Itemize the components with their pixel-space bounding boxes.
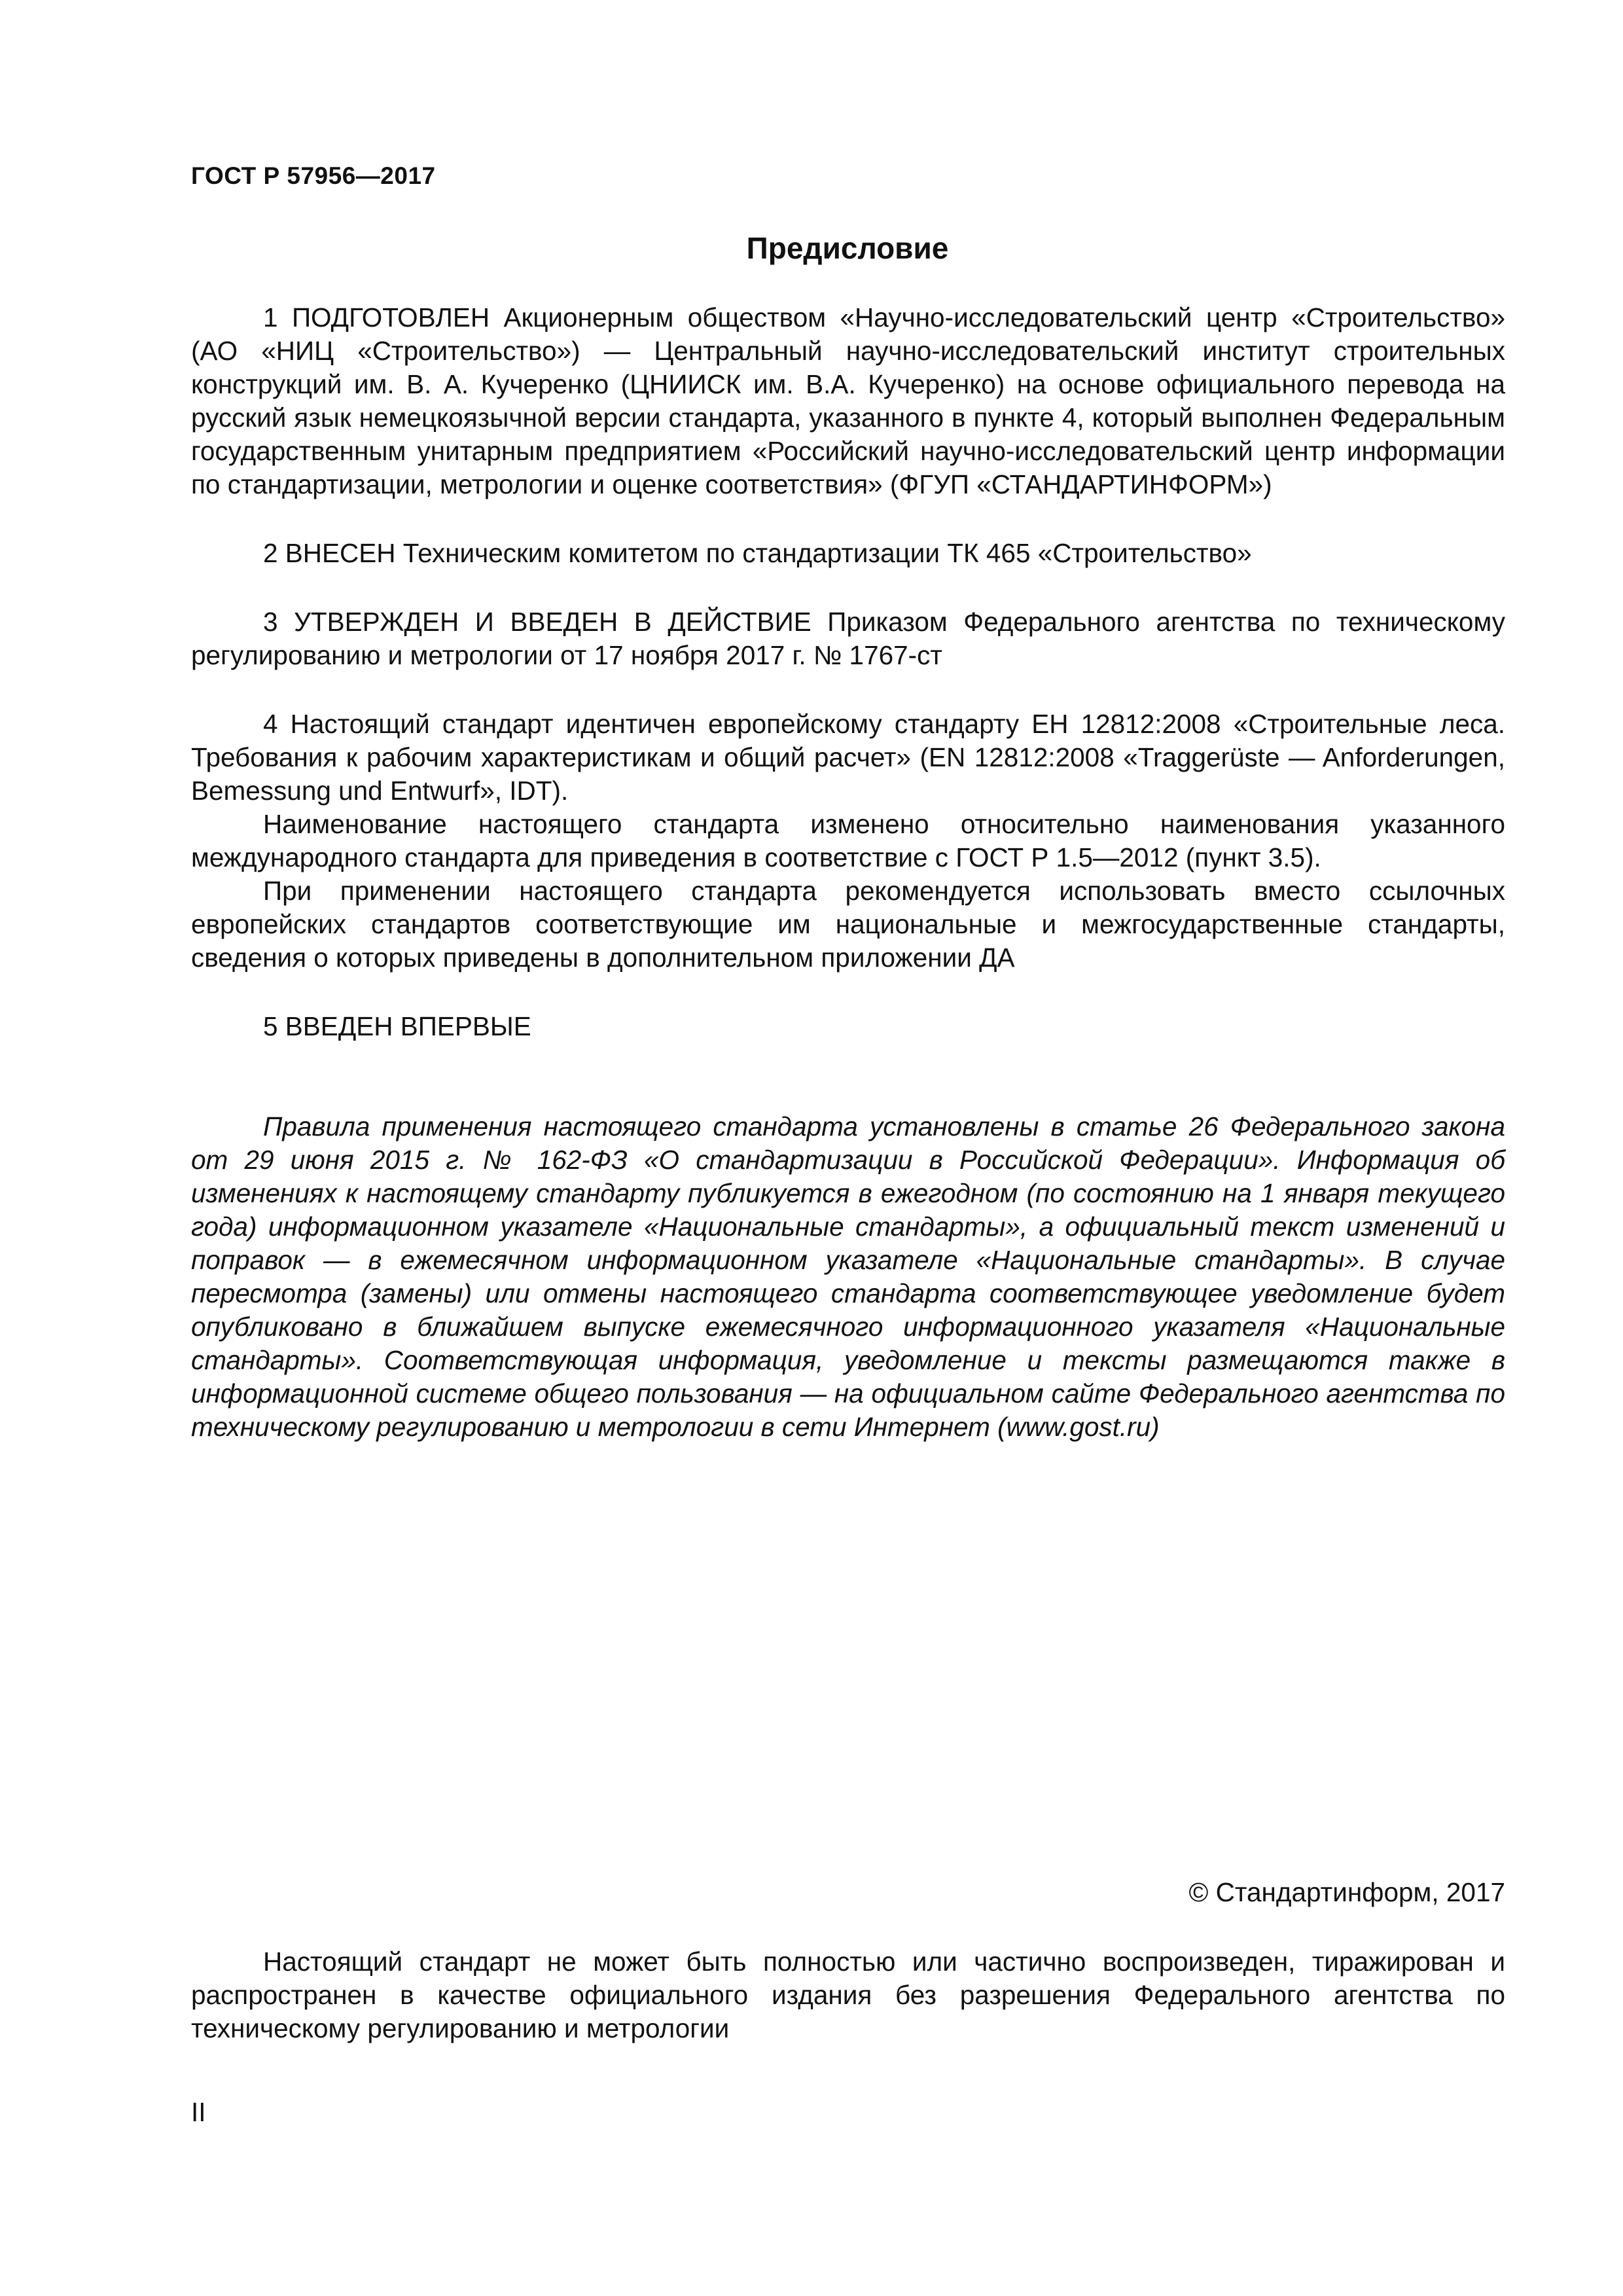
item-4-note-refs: При применении настоящего стандарта рекомендуется использовать вместо ссылочных европейских стандартов соответствующие им национальные и межгосударственные стандарты, сведения о которых приведены в дополнительном приложении ДА: [191, 876, 1505, 973]
item-2: 2 ВНЕСЕН Техническим комитетом по стандартизации ТК 465 «Строительство»: [263, 538, 1252, 568]
reproduction-notice: Настоящий стандарт не может быть полностью или частично воспроизведен, тиражирован и распространен в качестве официального издания без разрешения Федерального агентства по техническому регулированию и метрологии: [191, 1946, 1505, 2043]
foreword-body: [191, 301, 1505, 1043]
page-title: Предисловие: [746, 231, 949, 265]
application-rules-notice: Правила применения настоящего стандарта установлены в статье 26 Федерального закона от 29 июня 2015 г. № 162-ФЗ «О стандартизации в Российской Федерации». Информация об изменениях к настоящему стандарту публикуется в ежегодном (по состоянию на 1 января текущего года) информационном указателе «Национальные стандарты», а официальный текст изменений и поправок — в ежемесячном информационном указателе «Национальные стандарты». В случае пересмотра (замены) или отмены настоящего стандарта соответствующее уведомление будет опубликовано в ближайшем выпуске ежемесячного информационного указателя «Национальные стандарты». Соответствующая информация, уведомление и тексты размещаются также в информационной системе общего пользования — на официальном сайте Федерального агентства по техническому регулированию и метрологии в сети Интернет (www.gost.ru): [191, 1111, 1505, 1442]
item-4: 4 Настоящий стандарт идентичен европейскому стандарту ЕН 12812:2008 «Строительные леса. Требования к рабочим характеристикам и общий расчет» (EN 12812:2008 «Traggerüste — Anforderungen, Bemessung und Entwurf», IDT).: [191, 709, 1505, 806]
page-number: II: [191, 2097, 206, 2127]
item-1: 1 ПОДГОТОВЛЕН Акционерным обществом «Научно-исследовательский центр «Строительство» (АО «НИЦ «Строительство») — Центральный научно-исследовательский институт строительных конструкций им. В. А. Кучеренко (ЦНИИСК им. В.А. Кучеренко) на основе официального перевода на русский язык немецкоязычной версии стандарта, указанного в пункте 4, который выполнен Федеральным государственным унитарным предприятием «Российский научно-исследовательский центр информации по стандартизации, метрологии и оценке соответствия» (ФГУП «СТАНДАРТИНФОРМ»): [191, 302, 1505, 499]
item-5: 5 ВВЕДЕН ВПЕРВЫЕ: [263, 1011, 531, 1041]
item-3: 3 УТВЕРЖДЕН И ВВЕДЕН В ДЕЙСТВИЕ Приказом Федерального агентства по техническому регулированию и метрологии от 17 ноября 2017 г. № 1767-ст: [191, 607, 1505, 670]
standard-code: ГОСТ Р 57956—2017: [191, 162, 436, 189]
item-4-note-name: Наименование настоящего стандарта изменено относительно наименования указанного международного стандарта для приведения в соответствие с ГОСТ Р 1.5—2012 (пункт 3.5).: [191, 809, 1505, 872]
copyright: © Стандартинформ, 2017: [1188, 1877, 1505, 1907]
